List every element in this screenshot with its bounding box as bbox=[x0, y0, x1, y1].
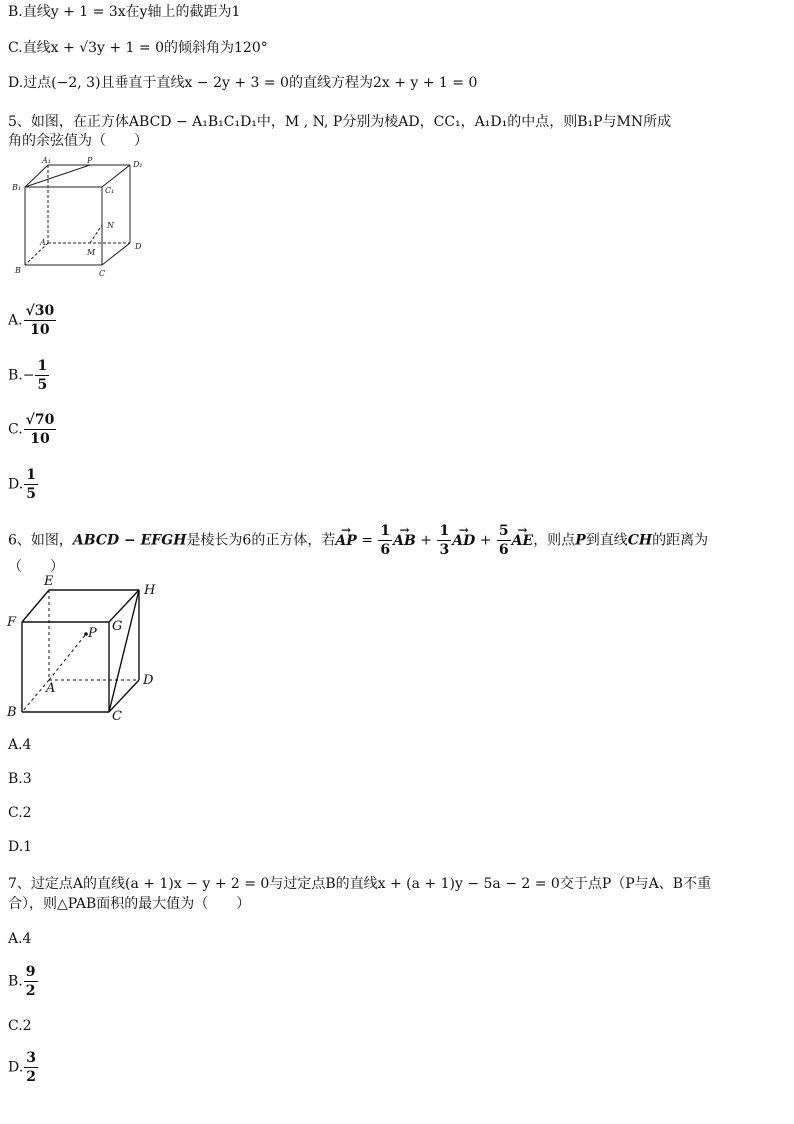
q5-label-c: C bbox=[99, 269, 106, 278]
q5-option-a[interactable]: A. $\frac{√30}{10}$ bbox=[8, 303, 55, 338]
q5-option-c[interactable]: C. $\frac{√70}{10}$ bbox=[8, 412, 55, 447]
q5-option-b[interactable]: B.− $\frac{1}{5}$ bbox=[8, 358, 48, 393]
q7-stem-line2: 合），则△PAB面积的最大值为（ ） bbox=[8, 896, 251, 912]
q5-label-d: D bbox=[135, 242, 142, 251]
q5-label-b: B bbox=[15, 266, 21, 275]
q6-label-f: F bbox=[7, 615, 17, 630]
q6-option-a[interactable]: A.4 bbox=[8, 737, 32, 753]
q6-label-p: P bbox=[88, 626, 97, 641]
q5-label-c1: C₁ bbox=[105, 186, 115, 195]
q5-label-m: M bbox=[87, 248, 96, 257]
q5-stem-line1: 5、如图，在正方体ABCD − A₁B₁C₁D₁中，M , N, P分别为棱AD，CC₁，A₁D₁的中点，则B₁P与MN所成 bbox=[8, 114, 672, 130]
q7-option-c[interactable]: C.2 bbox=[8, 1018, 32, 1034]
q7-stem-line1: 7、过定点A的直线(a + 1)x − y + 2 = 0与过定点B的直线x + (a + 1)y − 5a − 2 = 0交于点P（P与A、B不重 bbox=[8, 876, 712, 892]
q6-label-d: D bbox=[143, 673, 154, 688]
q6-label-h: H bbox=[144, 583, 156, 598]
q6-cube-figure bbox=[4, 572, 169, 724]
q5-label-p: P bbox=[87, 156, 93, 165]
q5-label-b1: B₁ bbox=[12, 183, 22, 192]
q6-label-g: G bbox=[112, 619, 123, 634]
q6-label-e: E bbox=[44, 574, 54, 589]
q5-label-a: A bbox=[40, 238, 46, 247]
q5-cube-figure bbox=[10, 155, 150, 280]
q5-label-a1: A₁ bbox=[42, 156, 51, 165]
q6-blank: （ ） bbox=[8, 559, 64, 575]
q5-stem-line2: 角的余弦值为（ ） bbox=[8, 133, 148, 149]
prev-option-c: C.直线x + √3y + 1 = 0的倾斜角为120° bbox=[8, 40, 268, 56]
q6-option-d[interactable]: D.1 bbox=[8, 839, 33, 855]
q6-option-b[interactable]: B.3 bbox=[8, 771, 32, 787]
prev-option-b: B.直线y + 1 = 3x在y轴上的截距为1 bbox=[8, 4, 241, 20]
q7-option-a[interactable]: A.4 bbox=[8, 931, 32, 947]
q6-stem: 6、如图，ABCD − EFGH是棱长为6的正方体，若→ AP = $\frac{1}{6}$ → AB + $\frac{1}{3}$ → AD + $\frac{5}{6}$ → AE，则点P到直线CH的距离为 bbox=[8, 524, 708, 557]
q5-label-n: N bbox=[107, 221, 114, 230]
q6-label-c: C bbox=[112, 709, 122, 724]
q5-label-d1: D₁ bbox=[133, 160, 143, 169]
q7-option-d[interactable]: D. $\frac{3}{2}$ bbox=[8, 1050, 36, 1085]
q5-option-d[interactable]: D. $\frac{1}{5}$ bbox=[8, 467, 36, 502]
prev-option-d: D.过点(−2, 3)且垂直于直线x − 2y + 3 = 0的直线方程为2x + y + 1 = 0 bbox=[8, 75, 478, 91]
q6-option-c[interactable]: C.2 bbox=[8, 805, 32, 821]
q7-option-b[interactable]: B. $\frac{9}{2}$ bbox=[8, 964, 36, 999]
q6-label-b: B bbox=[7, 705, 17, 720]
q6-label-a: A bbox=[46, 681, 56, 696]
